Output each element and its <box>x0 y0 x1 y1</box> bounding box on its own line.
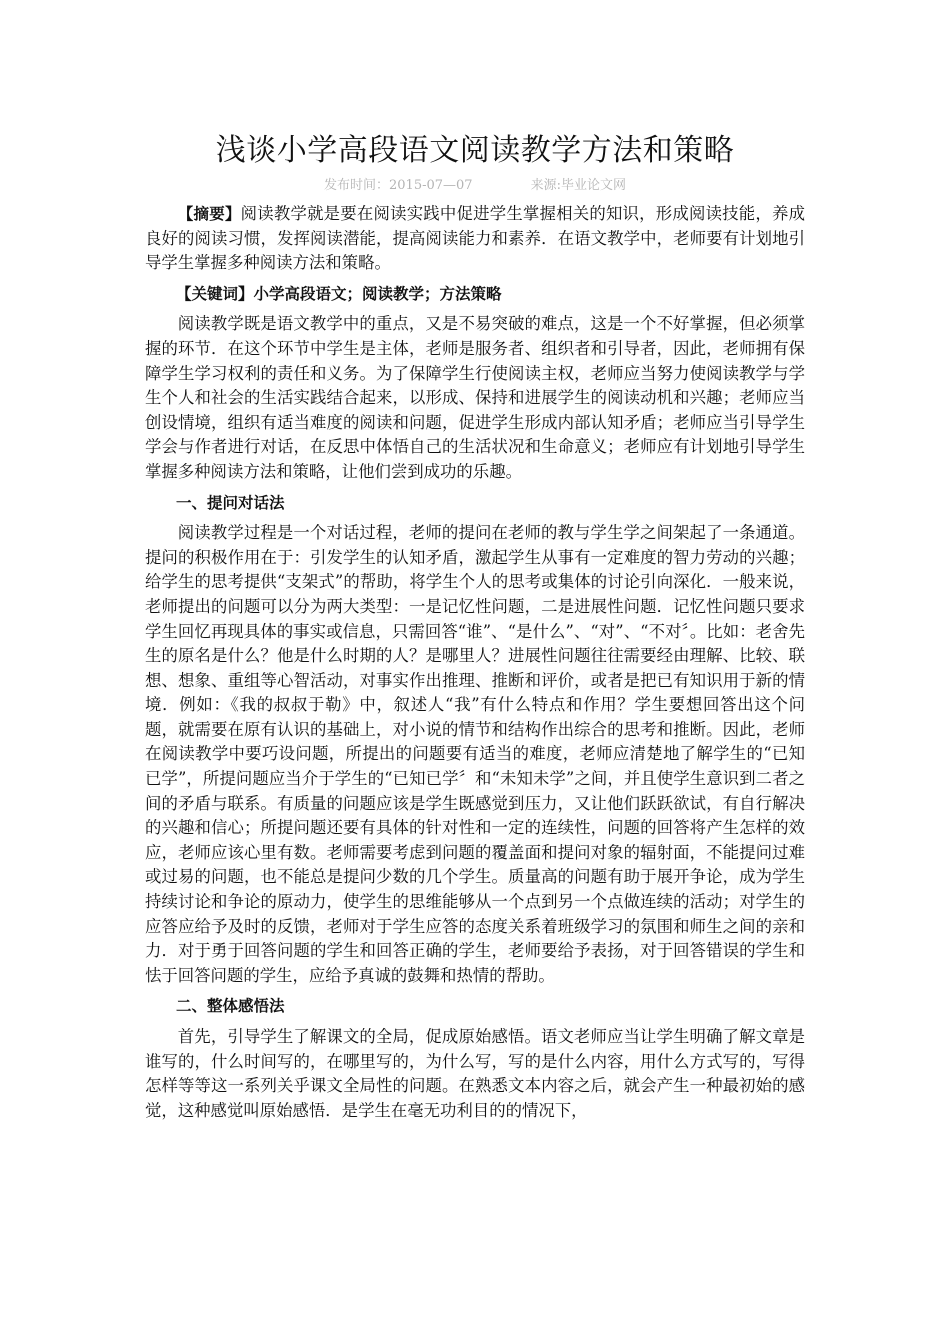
abstract-label: 【摘要】 <box>177 205 241 223</box>
section-1-paragraph: 阅读教学过程是一个对话过程，老师的提问在老师的教与学生学之间架起了一条通道。提问的积极作用在于：引发学生的认知矛盾，激起学生从事有一定难度的智力劳动的兴趣；给学生的思考提供“支架式”的帮助，将学生个人的思考或集体的讨论引向深化．一般来说，老师提出的问题可以分为两大类型：一是记忆性问题，二是进展性问题．记忆性问题只要求学生回忆再现具体的事实或信息，只需回答“谁”、“是什么”、“对”、“不对〞。比如：老舍先生的原名是什么？他是什么时期的人？是哪里人？进展性问题往往需要经由理解、比较、联想、想象、重组等心智活动，对事实作出推理、推断和评价，或者是把已有知识用于新的情境．例如：《我的叔叔于勒》中，叙述人“我”有什么特点和作用？学生要想回答出这个问题，就需要在原有认识的基础上，对小说的情节和结构作出综合的思考和推断。因此，老师在阅读教学中要巧设问题，所提出的问题要有适当的难度，老师应清楚地了解学生的“已知已学”，所提问题应当介于学生的“已知已学〞和“未知未学”之间，并且使学生意识到二者之间的矛盾与联系。有质量的问题应该是学生既感觉到压力，又让他们跃跃欲试，有自行解决的兴趣和信心；所提问题还要有具体的针对性和一定的连续性，问题的回答将产生怎样的效应，老师应该心里有数。老师需要考虑到问题的覆盖面和提问对象的辐射面，不能提问过难或过易的问题，也不能总是提问少数的几个学生。质量高的问题有助于展开争论，成为学生持续讨论和争论的原动力，使学生的思维能够从一个点到另一个点做连续的活动；对学生的应答应给予及时的反馈，老师对于学生应答的态度关系着班级学习的氛围和师生之间的亲和力．对于勇于回答问题的学生和回答正确的学生，老师要给予表扬，对于回答错误的学生和怯于回答问题的学生，应给予真诚的鼓舞和热情的帮助。 <box>145 523 805 985</box>
article-source: 来源:毕业论文网 <box>530 178 626 193</box>
page-title: 浅谈小学高段语文阅读教学方法和策略 <box>215 133 735 168</box>
section-2-paragraph: 首先，引导学生了解课文的全局，促成原始感悟。语文老师应当让学生明确了解文章是谁写的，什么时间写的，在哪里写的，为什么写，写的是什么内容，用什么方式写的，写得怎样等等这一系列关乎课文全局性的问题。在熟悉文本内容之后，就会产生一种最初始的感觉，这种感觉叫原始感悟．是学生在毫无功利目的的情况下， <box>145 1027 805 1120</box>
intro-paragraph: 阅读教学既是语文教学中的重点，又是不易突破的难点，这是一个不好掌握，但必须掌握的环节．在这个环节中学生是主体，老师是服务者、组织者和引导者，因此，老师拥有保障学生学习权利的责任和义务。为了保障学生行使阅读主权，老师应当努力使阅读教学与学生个人和社会的生活实践结合起来，以形成、保持和进展学生的阅读动机和兴趣；老师应当创设情境，组织有适当难度的阅读和问题，促进学生形成内部认知矛盾；老师应当引导学生学会与作者进行对话，在反思中体悟自己的生活状况和生命意义；老师应有计划地引导学生掌握多种阅读方法和策略，让他们尝到成功的乐趣。 <box>145 314 805 481</box>
section-heading-1: 一、提问对话法 <box>176 493 285 512</box>
keywords-line: 【关键词】小学高段语文；阅读教学；方法策略 <box>176 284 502 303</box>
section-heading-2: 二、整体感悟法 <box>176 997 285 1016</box>
abstract-paragraph <box>145 202 805 276</box>
article-meta <box>0 176 950 196</box>
publish-time: 发布时间：2015-07—07 <box>324 178 473 193</box>
abstract-text: 阅读教学就是要在阅读实践中促进学生掌握相关的知识，形成阅读技能，养成良好的阅读习惯，发挥阅读潜能，提高阅读能力和素养．在语文教学中，老师要有计划地引导学生掌握多种阅读方法和策略。 <box>145 204 805 273</box>
article-body <box>145 202 805 1123</box>
